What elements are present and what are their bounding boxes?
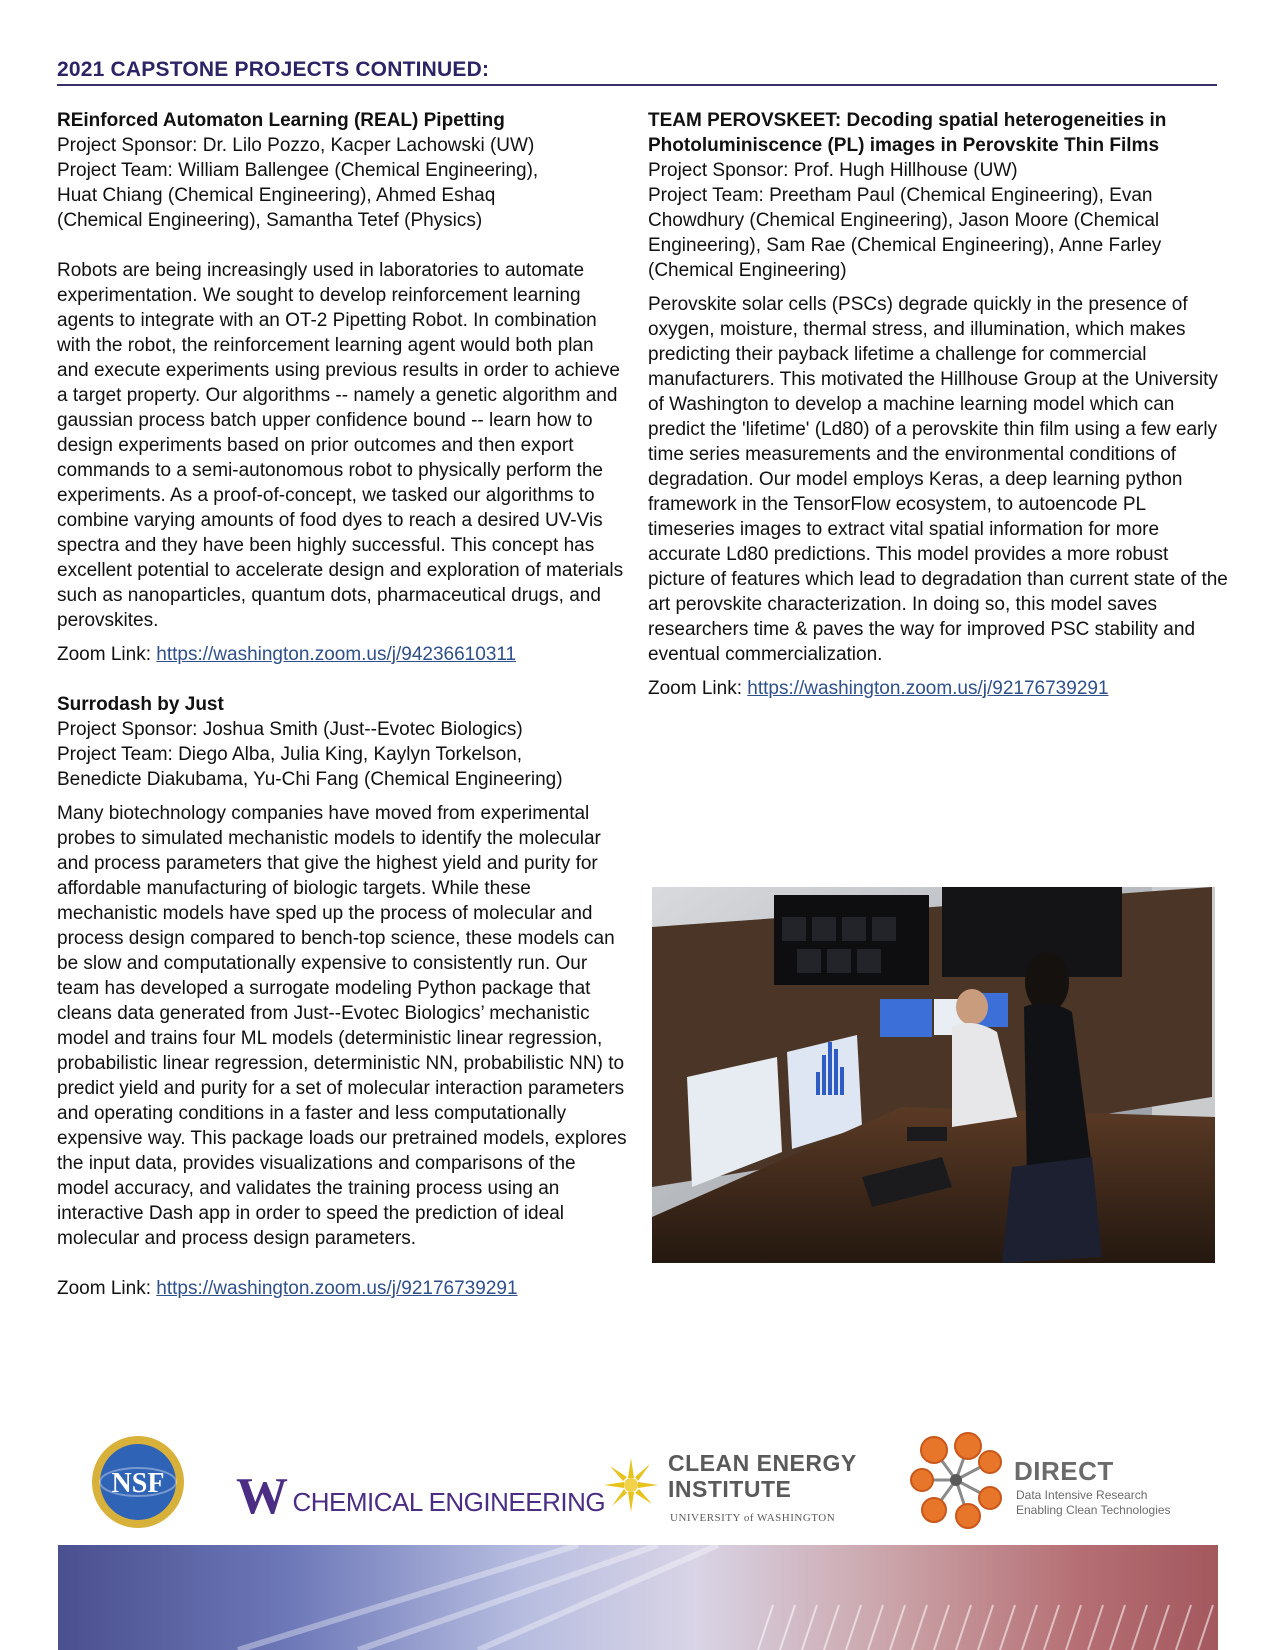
cei-title-line2: INSTITUTE	[668, 1476, 792, 1502]
page-title: 2021 CAPSTONE PROJECTS CONTINUED:	[57, 58, 490, 81]
direct-network-icon	[908, 1430, 1004, 1530]
chem-eng-wordmark: CHEMICAL ENGINEERING	[292, 1487, 606, 1517]
project-sponsor: Project Sponsor: Joshua Smith (Just--Evotec Biologics)	[57, 719, 523, 740]
decorative-banner	[58, 1545, 1218, 1650]
project-perovskeet	[648, 108, 1228, 701]
project-team-line: Project Team: William Ballengee (Chemical Engineering),	[57, 160, 539, 181]
banner-streaks	[58, 1545, 1218, 1650]
clean-energy-institute-logo	[602, 1450, 872, 1530]
zoom-link[interactable]: https://washington.zoom.us/j/92176739291	[747, 678, 1109, 699]
project-title: TEAM PEROVSKEET: Decoding spatial heterogeneities in Photoluminiscence (PL) images in Perovskite Thin Films	[648, 110, 1167, 156]
page-header	[57, 58, 1217, 86]
zoom-link-label: Zoom Link:	[648, 678, 748, 699]
zoom-link-row	[57, 642, 627, 667]
direct-title: DIRECT	[1014, 1456, 1114, 1486]
zoom-link-label: Zoom Link:	[57, 1278, 157, 1299]
project-title: Surrodash by Just	[57, 694, 224, 715]
project-description: Many biotechnology companies have moved from experimental probes to simulated mechanistic models to identify the molecular and process parameters that give the highest yield and purity for affordable manufacturing of biologic targets. While these mechanistic models have sped up the process of molecular and process design compared to bench-top science, these models can be slow and computationally expensive to consistently run. Our team has developed a surrogate modeling Python package that cleans data generated from Just--Evotec Biologics’ mechanistic model and trains four ML models (deterministic linear regression, probabilistic linear regression, deterministic NN, probabilistic NN) to predict yield and purity for a set of molecular interaction parameters and operating conditions in a faster and less computationally expensive way. This package loads our pretrained models, explores the input data, provides visualizations and comparisons of the model accuracy, and validates the training process using an interactive Dash app in order to speed the prediction of ideal molecular and process design parameters.	[57, 803, 627, 1249]
project-description: Perovskite solar cells (PSCs) degrade quickly in the presence of oxygen, moisture, thermal stress, and illumination, which makes predicting their payback lifetime a challenge for commercial manufacturers. This motivated the Hillhouse Group at the University of Washington to develop a machine learning model which can predict the 'lifetime' (Ld80) of a perovskite thin film using a few early time series measurements and the environmental conditions of degradation. Our model employs Keras, a deep learning python framework in the TensorFlow ecosystem, to autoencode PL timeseries images to extract vital spatial information for more accurate Ld80 predictions. This model provides a more robust picture of features which lead to degradation than current state of the art perovskite characterization. In doing so, this model saves researchers time & paves the way for improved PSC stability and eventual commercialization.	[648, 294, 1228, 665]
project-real-pipetting	[57, 108, 627, 667]
project-description: Robots are being increasingly used in laboratories to automate experimentation. We sought to develop reinforcement learning agents to integrate with an OT-2 Pipetting Robot. In combination with the robot, the reinforcement learning agent would both plan and execute experiments using previous results in order to achieve a target property. Our algorithms -- namely a genetic algorithm and gaussian process batch upper confidence bound -- learn how to design experiments based on prior outcomes and then export commands to a semi-autonomous robot to physically perform the experiments. As a proof-of-concept, we tasked our algorithms to combine varying amounts of food dyes to reach a desired UV-Vis spectra and they have been highly successful. This concept has excellent potential to accelerate design and exploration of materials such as nanoparticles, quantum dots, pharmaceutical drugs, and perovskites.	[57, 260, 624, 631]
project-team-line: Benedicte Diakubama, Yu-Chi Fang (Chemical Engineering)	[57, 769, 563, 790]
direct-subtitle-line1: Data Intensive Research	[1016, 1488, 1148, 1502]
project-title: REinforced Automaton Learning (REAL) Pipetting	[57, 110, 505, 131]
zoom-link-label: Zoom Link:	[57, 644, 157, 665]
sponsor-logos	[0, 1430, 1275, 1530]
project-sponsor: Project Sponsor: Prof. Hugh Hillhouse (UW)	[648, 160, 1018, 181]
project-surrodash	[57, 692, 627, 1301]
zoom-link[interactable]: https://washington.zoom.us/j/94236610311	[156, 644, 517, 665]
direct-subtitle-line2: Enabling Clean Technologies	[1016, 1503, 1171, 1517]
project-team-line: (Chemical Engineering), Samantha Tetef (Physics)	[57, 210, 483, 231]
uw-w-icon: W	[236, 1468, 288, 1525]
zoom-link-row	[57, 1276, 627, 1301]
zoom-link[interactable]: https://washington.zoom.us/j/92176739291	[156, 1278, 518, 1299]
direct-logo	[908, 1430, 1208, 1530]
zoom-link-row	[648, 676, 1228, 701]
lab-photo	[652, 887, 1215, 1263]
lab-photo-illustration	[652, 887, 1215, 1263]
project-team-line: Project Team: Diego Alba, Julia King, Kaylyn Torkelson,	[57, 744, 523, 765]
nsf-logo	[90, 1434, 186, 1530]
project-team: Project Team: Preetham Paul (Chemical Engineering), Evan Chowdhury (Chemical Engineering), Jason Moore (Chemical Engineering), Sam Rae (Chemical Engineering), Anne Farley (Chemical Engineering)	[648, 185, 1162, 281]
project-sponsor: Project Sponsor: Dr. Lilo Pozzo, Kacper Lachowski (UW)	[57, 135, 535, 156]
left-column	[57, 108, 627, 1301]
right-column	[648, 108, 1228, 701]
project-team-line: Huat Chiang (Chemical Engineering), Ahmed Eshaq	[57, 185, 496, 206]
nsf-text: NSF	[111, 1468, 165, 1499]
cei-university: UNIVERSITY of WASHINGTON	[670, 1512, 836, 1524]
cei-title-line1: CLEAN ENERGY	[668, 1450, 857, 1476]
cei-sunburst-icon	[602, 1456, 660, 1514]
nsf-seal-icon	[90, 1434, 186, 1530]
uw-chemical-engineering-logo	[236, 1468, 606, 1525]
